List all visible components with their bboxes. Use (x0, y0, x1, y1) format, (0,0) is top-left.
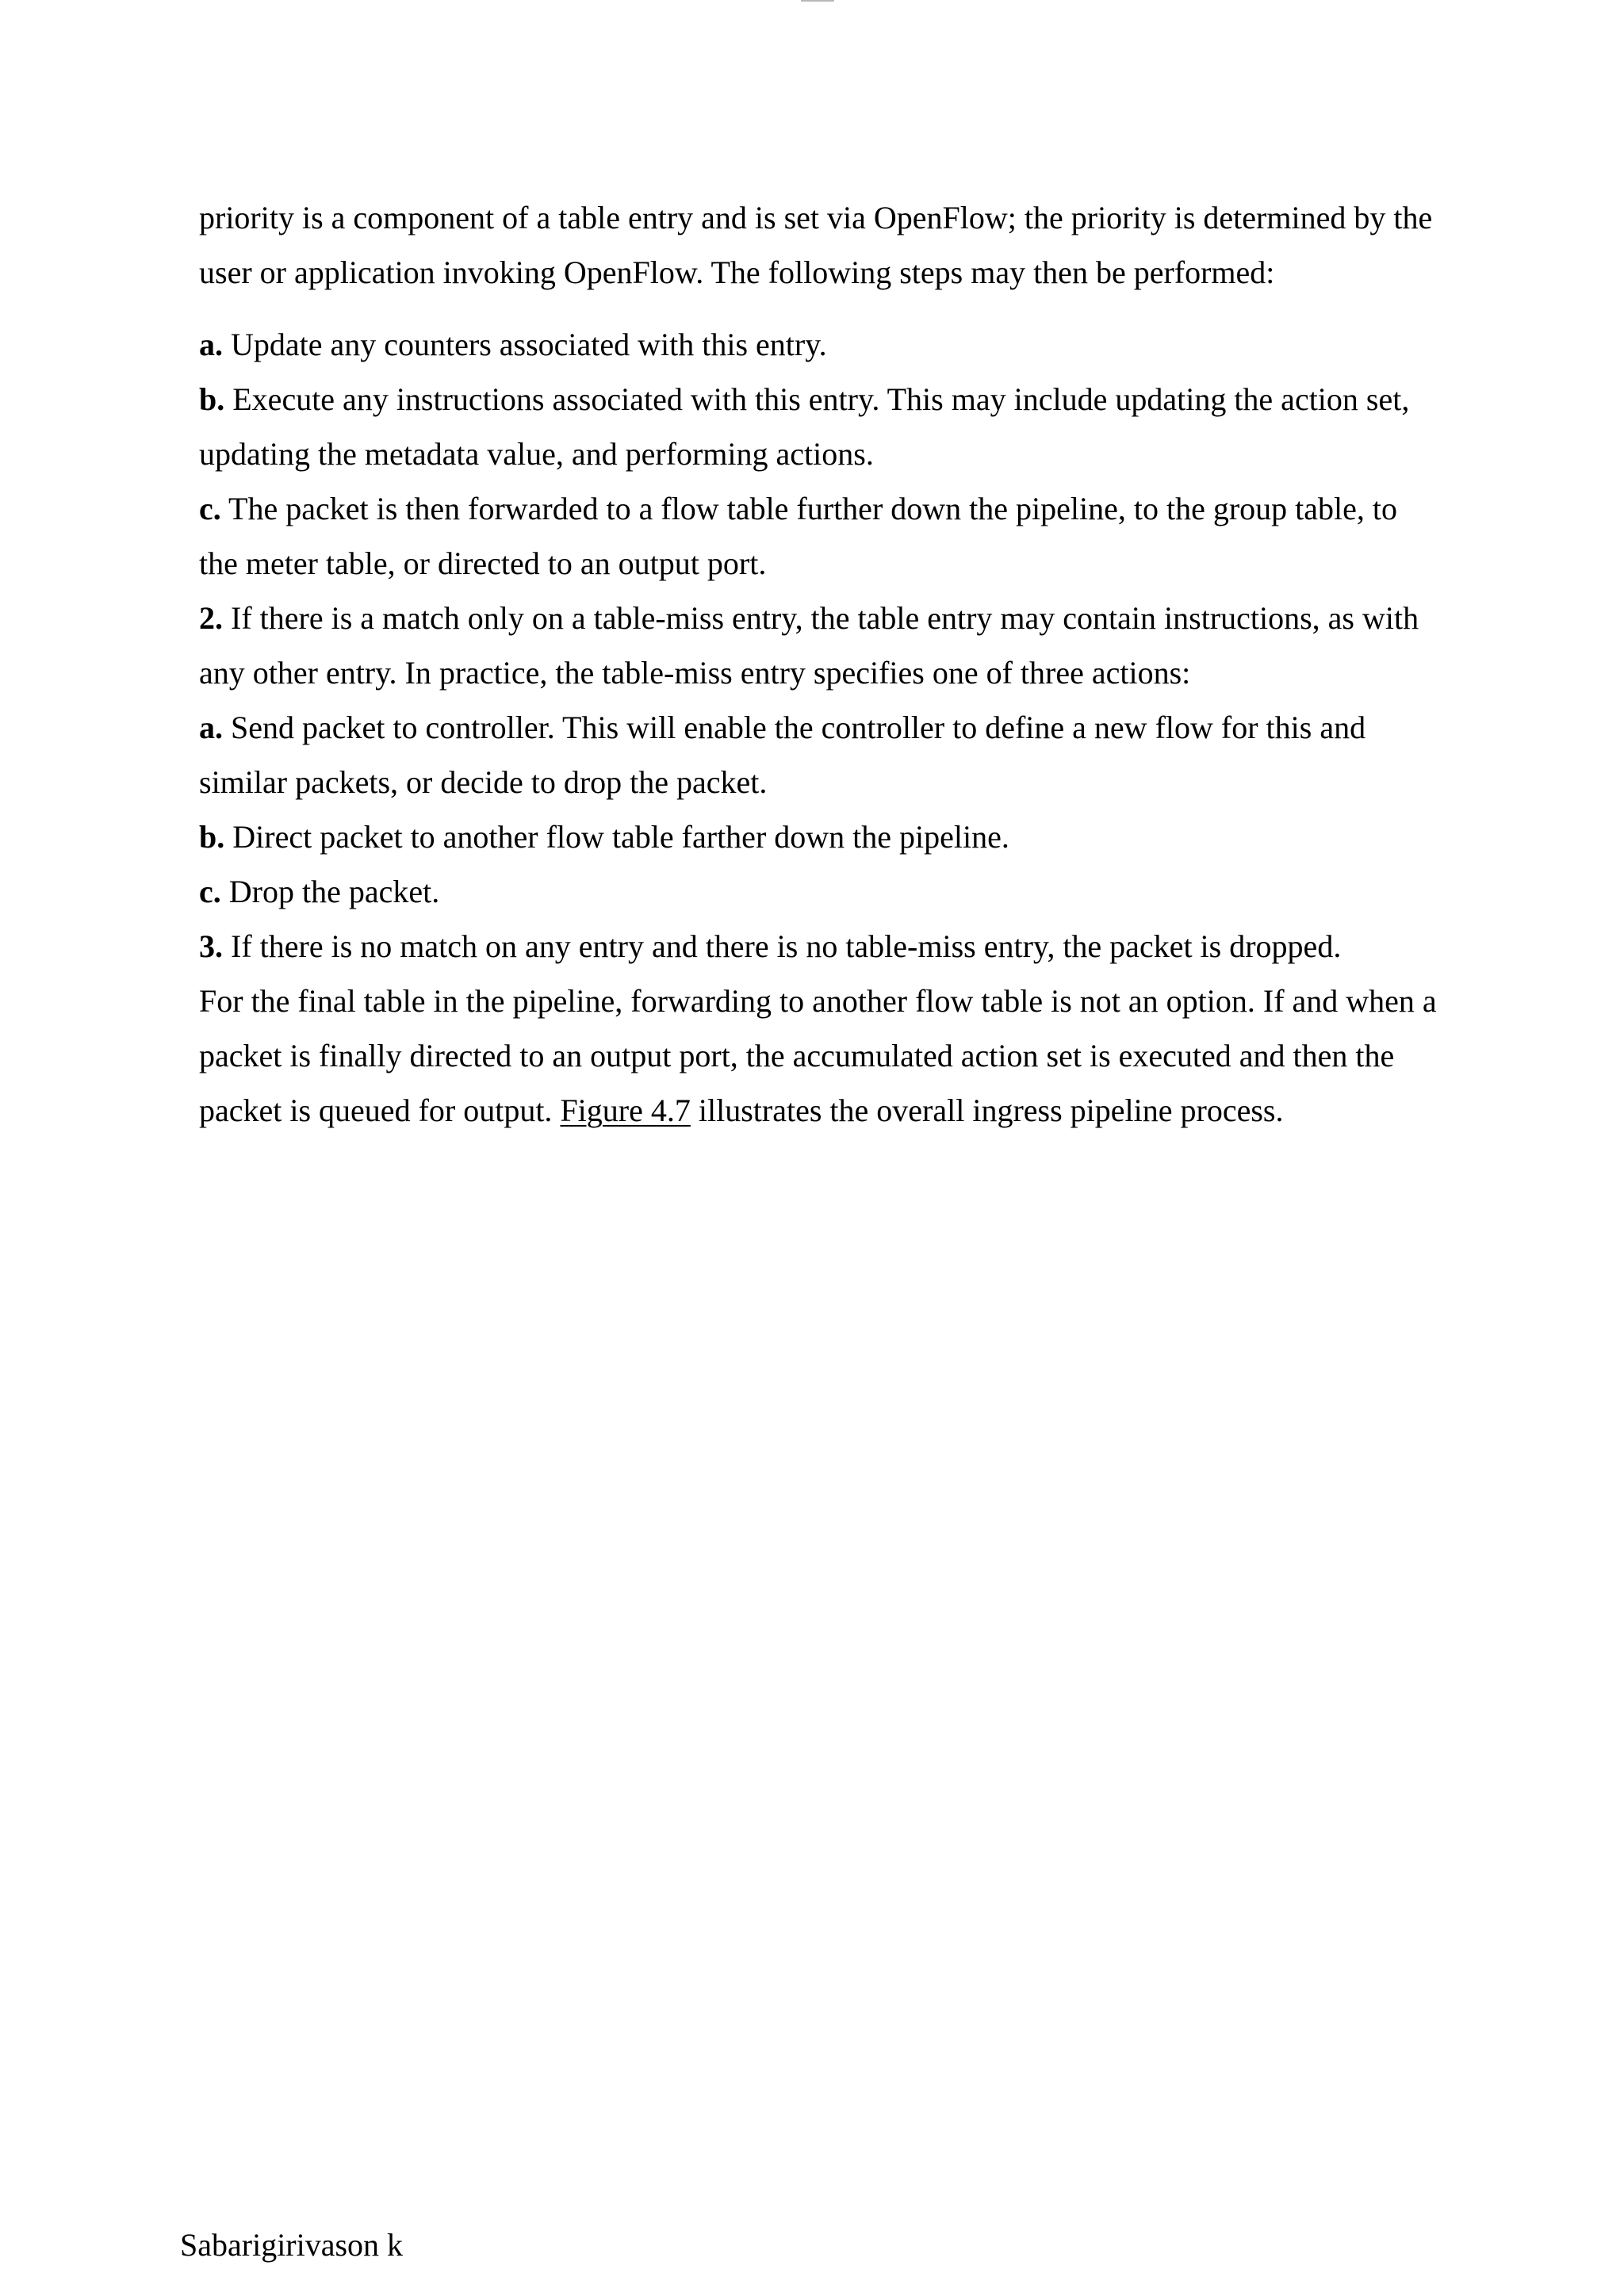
figure-reference-link[interactable]: Figure 4.7 (560, 1093, 691, 1128)
list-item-continuation: updating the metadata value, and performing actions. (199, 436, 874, 472)
list-item-text: Update any counters associated with this entry. (223, 327, 827, 362)
list-item-label: b. (199, 819, 225, 855)
list-item (199, 700, 1436, 755)
list-item (199, 481, 1436, 536)
page-body (199, 190, 1436, 1138)
paragraph-line: For the final table in the pipeline, forwarding to another flow table is not an option. If and when a (199, 983, 1437, 1019)
list-item-label: 3. (199, 928, 223, 964)
paragraph-line: user or application invoking OpenFlow. The following steps may then be performed: (199, 254, 1275, 290)
paragraph-text: packet is queued for output. (199, 1093, 561, 1128)
list-item-label: c. (199, 491, 221, 526)
paragraph-line (199, 1083, 1436, 1138)
list-item (199, 317, 1436, 372)
list-item-text: Send packet to controller. This will enable the controller to define a new flow for this and (223, 710, 1366, 745)
page-footer-author: Sabarigirivason k (180, 2227, 404, 2263)
list-item-text: Direct packet to another flow table farther down the pipeline. (224, 819, 1009, 855)
list-item (199, 591, 1436, 645)
list-item (199, 864, 1436, 919)
list-item-text: If there is no match on any entry and there is no table-miss entry, the packet is dropped. (223, 928, 1342, 964)
list-item-text: Execute any instructions associated with this entry. This may include updating the action set, (224, 381, 1410, 417)
list-item-text: The packet is then forwarded to a flow table further down the pipeline, to the group table, to (220, 491, 1398, 526)
list-item (199, 919, 1436, 974)
list-item-label: 2. (199, 600, 223, 636)
list-item (199, 372, 1436, 427)
list-item-continuation: similar packets, or decide to drop the packet. (199, 764, 768, 800)
list-item-text: Drop the packet. (220, 874, 440, 909)
list-item-continuation: the meter table, or directed to an output port. (199, 545, 767, 581)
list-item-label: c. (199, 874, 221, 909)
header-rule (801, 0, 834, 2)
list-item (199, 809, 1436, 864)
list-item-label: b. (199, 381, 225, 417)
list-item-label: a. (199, 710, 223, 745)
paragraph-line: packet is finally directed to an output port, the accumulated action set is executed and then the (199, 1038, 1395, 1073)
list-item-continuation: any other entry. In practice, the table-miss entry specifies one of three actions: (199, 655, 1191, 691)
list-item-label: a. (199, 327, 223, 362)
paragraph-text: illustrates the overall ingress pipeline process. (690, 1093, 1284, 1128)
paragraph-line: priority is a component of a table entry and is set via OpenFlow; the priority is determined by the (199, 200, 1433, 235)
list-item-text: If there is a match only on a table-miss entry, the table entry may contain instructions, as with (223, 600, 1419, 636)
